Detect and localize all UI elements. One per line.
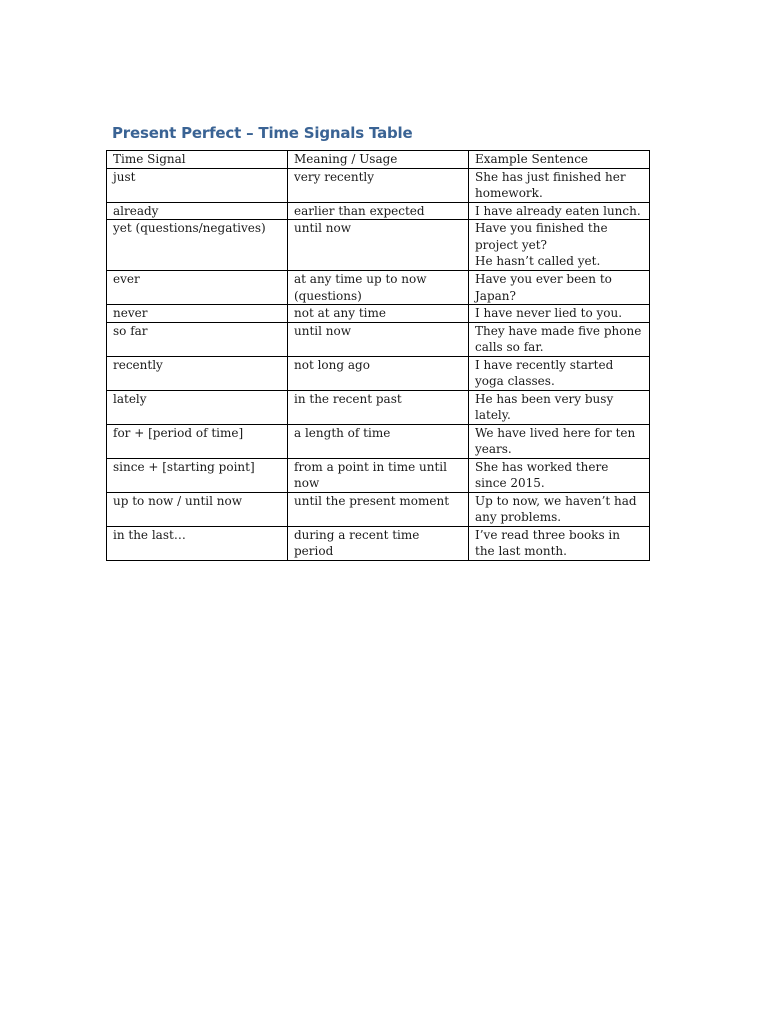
- meaning-cell: until now: [288, 220, 469, 271]
- example-cell: I have already eaten lunch.: [469, 202, 650, 220]
- time-signal-cell: lately: [107, 390, 288, 424]
- time-signal-cell: just: [107, 168, 288, 202]
- time-signal-cell: recently: [107, 356, 288, 390]
- time-signal-cell: never: [107, 305, 288, 323]
- example-cell: I’ve read three books in the last month.: [469, 526, 650, 560]
- table-row: [107, 492, 650, 526]
- time-signal-cell: yet (questions/negatives): [107, 220, 288, 271]
- example-cell: She has just finished her homework.: [469, 168, 650, 202]
- meaning-cell: earlier than expected: [288, 202, 469, 220]
- table-row: [107, 424, 650, 458]
- meaning-cell: in the recent past: [288, 390, 469, 424]
- time-signal-cell: for + [period of time]: [107, 424, 288, 458]
- header-meaning-usage: Meaning / Usage: [288, 151, 469, 169]
- table-row: [107, 390, 650, 424]
- table-row: [107, 202, 650, 220]
- example-cell: Have you finished the project yet? He hasn’t called yet.: [469, 220, 650, 271]
- meaning-cell: from a point in time until now: [288, 458, 469, 492]
- header-example-sentence: Example Sentence: [469, 151, 650, 169]
- example-cell: Up to now, we haven’t had any problems.: [469, 492, 650, 526]
- meaning-cell: not at any time: [288, 305, 469, 323]
- table-row: [107, 322, 650, 356]
- time-signals-table: [106, 150, 650, 561]
- table-row: [107, 168, 650, 202]
- table-row: [107, 356, 650, 390]
- meaning-cell: a length of time: [288, 424, 469, 458]
- document-title: Present Perfect – Time Signals Table: [112, 124, 413, 142]
- time-signal-cell: ever: [107, 271, 288, 305]
- time-signal-cell: up to now / until now: [107, 492, 288, 526]
- example-cell: Have you ever been to Japan?: [469, 271, 650, 305]
- example-cell: They have made five phone calls so far.: [469, 322, 650, 356]
- table-row: [107, 220, 650, 271]
- meaning-cell: during a recent time period: [288, 526, 469, 560]
- time-signal-cell: already: [107, 202, 288, 220]
- meaning-cell: not long ago: [288, 356, 469, 390]
- table-row: [107, 526, 650, 560]
- meaning-cell: until the present moment: [288, 492, 469, 526]
- header-time-signal: Time Signal: [107, 151, 288, 169]
- table-header-row: [107, 151, 650, 169]
- time-signal-cell: in the last…: [107, 526, 288, 560]
- table-row: [107, 458, 650, 492]
- example-cell: He has been very busy lately.: [469, 390, 650, 424]
- time-signal-cell: since + [starting point]: [107, 458, 288, 492]
- table-row: [107, 271, 650, 305]
- meaning-cell: at any time up to now (questions): [288, 271, 469, 305]
- meaning-cell: very recently: [288, 168, 469, 202]
- example-cell: I have never lied to you.: [469, 305, 650, 323]
- example-cell: I have recently started yoga classes.: [469, 356, 650, 390]
- example-cell: She has worked there since 2015.: [469, 458, 650, 492]
- example-cell: We have lived here for ten years.: [469, 424, 650, 458]
- table-row: [107, 305, 650, 323]
- meaning-cell: until now: [288, 322, 469, 356]
- time-signal-cell: so far: [107, 322, 288, 356]
